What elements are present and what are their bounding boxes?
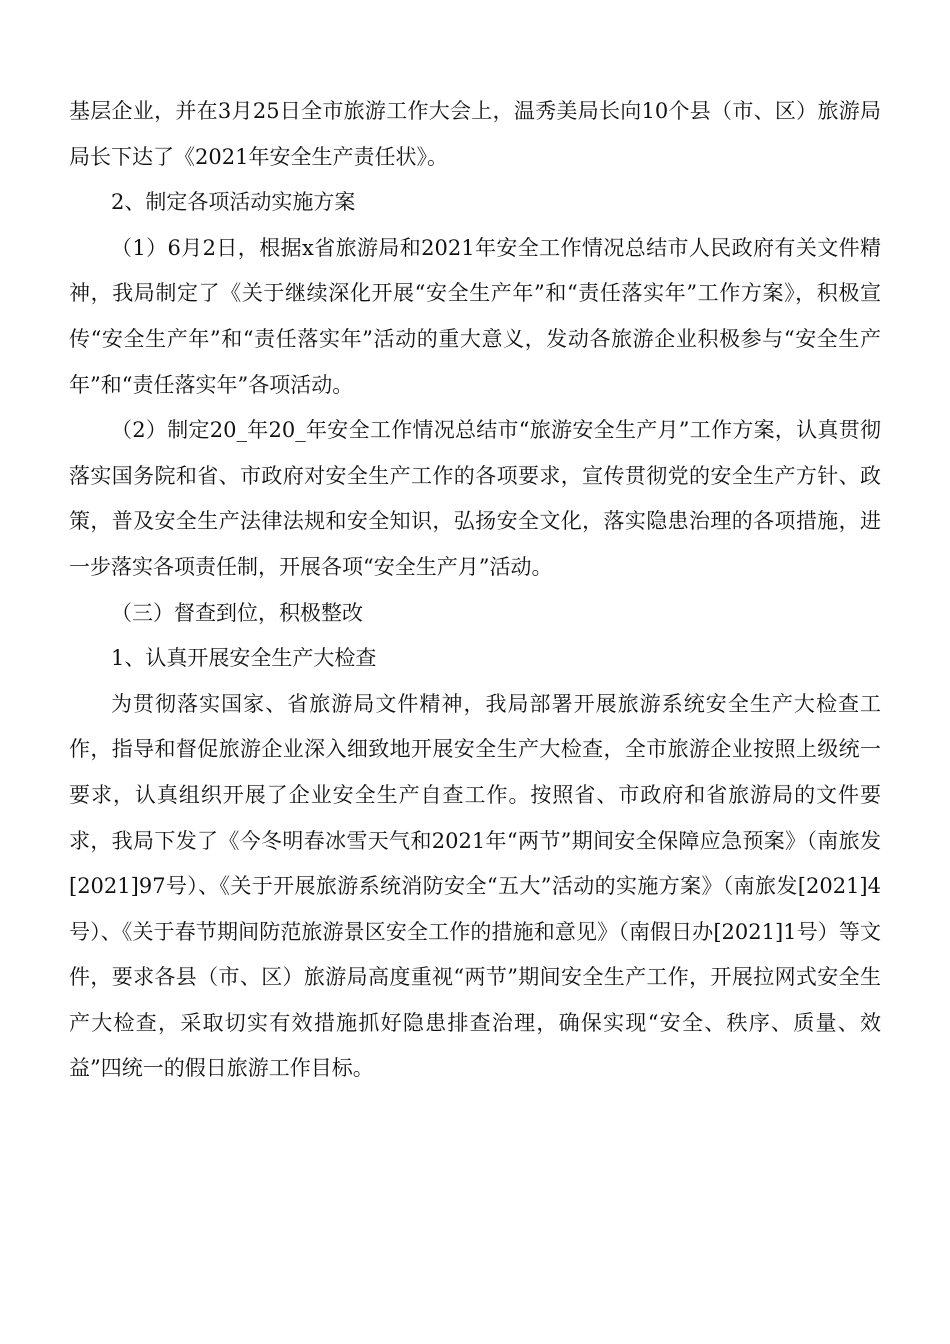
paragraph-4: （2）制定20_年20_年安全工作情况总结市“旅游安全生产月”工作方案，认真贯彻落实国务院和省、市政府对安全生产工作的各项要求，宣传贯彻党的安全生产方针、政策，普及安全生产法律法规和安全知识，弘扬安全文化，落实隐患治理的各项措施，进一步落实各项责任制，开展各项“安全生产月”活动。 bbox=[69, 418, 881, 579]
paragraph-1: 基层企业，并在3月25日全市旅游工作大会上，温秀美局长向10个县（市、区）旅游局局长下达了《2021年安全生产责任状》。 bbox=[69, 99, 881, 169]
paragraph-2-heading: 2、制定各项活动实施方案 bbox=[111, 190, 356, 215]
document-body bbox=[69, 89, 881, 1092]
paragraph-6-heading: 1、认真开展安全生产大检查 bbox=[111, 646, 377, 671]
paragraph-3: （1）6月2日，根据x省旅游局和2021年安全工作情况总结市人民政府有关文件精神，我局制定了《关于继续深化开展“安全生产年”和“责任落实年”工作方案》，积极宣传“安全生产年”和“责任落实年”活动的重大意义，发动各旅游企业积极参与“安全生产年”和“责任落实年”各项活动。 bbox=[69, 235, 881, 397]
paragraph-7: 为贯彻落实国家、省旅游局文件精神，我局部署开展旅游系统安全生产大检查工作，指导和督促旅游企业深入细致地开展安全生产大检查，全市旅游企业按照上级统一要求，认真组织开展了企业安全生产自查工作。按照省、市政府和省旅游局的文件要求，我局下发了《今冬明春冰雪天气和2021年“两节”期间安全保障应急预案》（南旅发[2021]97号）、《关于开展旅游系统消防安全“五大”活动的实施方案》（南旅发[2021]4号）、《关于春节期间防范旅游景区安全工作的措施和意见》（南假日办[2021]1号）等文件，要求各县（市、区）旅游局高度重视“两节”期间安全生产工作，开展拉网式安全生产大检查，采取切实有效措施抓好隐患排查治理，确保实现“安全、秩序、质量、效益”四统一的假日旅游工作目标。 bbox=[69, 691, 881, 1081]
paragraph-5-heading: （三）督查到位，积极整改 bbox=[111, 600, 363, 625]
